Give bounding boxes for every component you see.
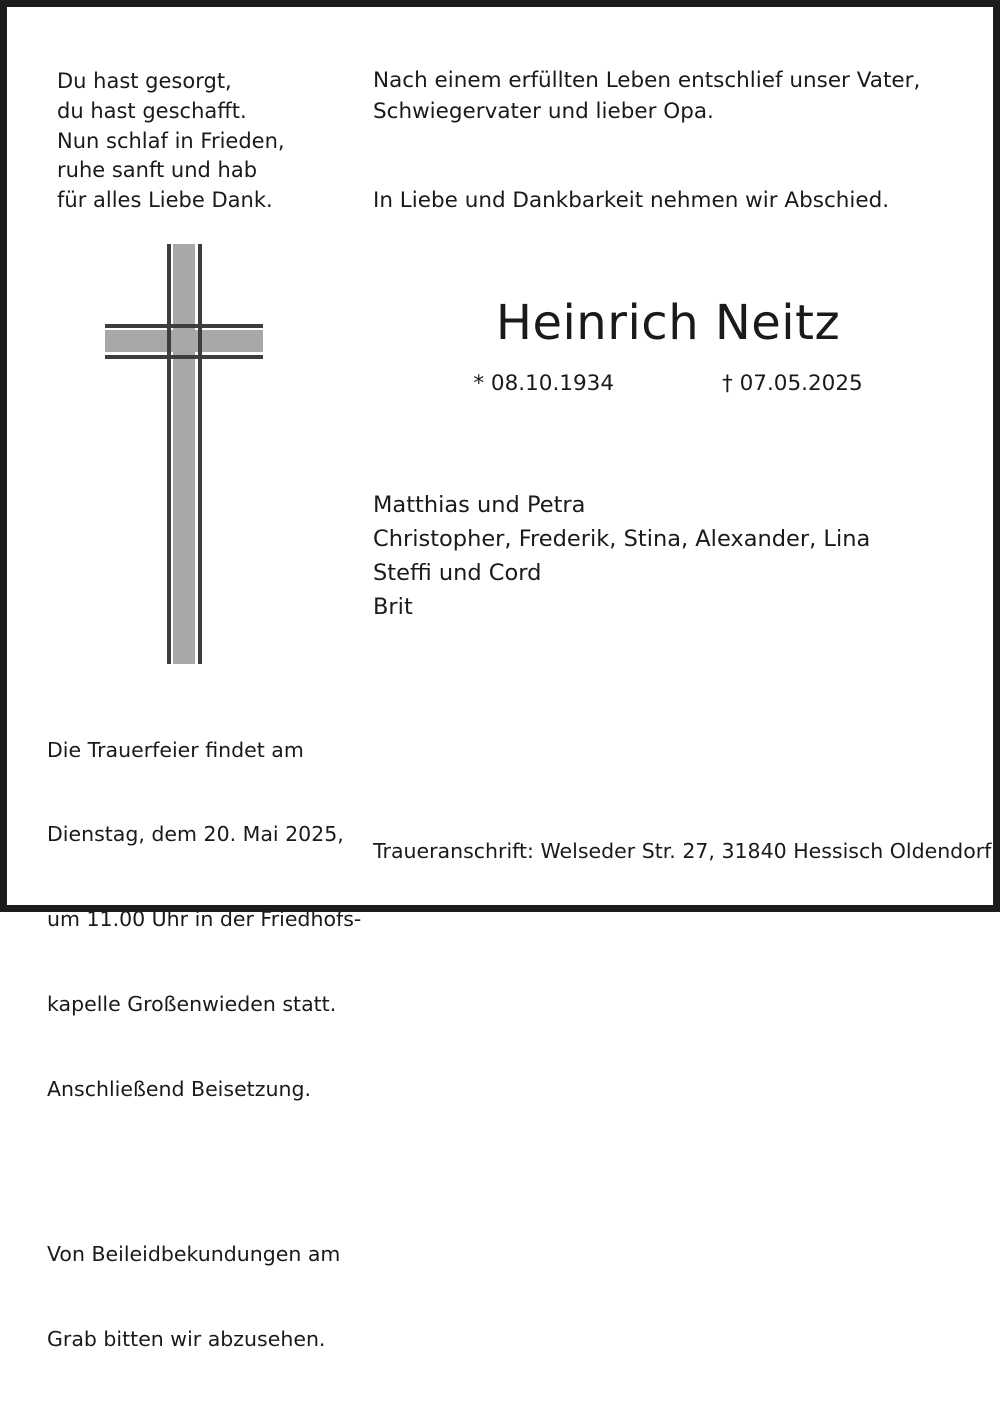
notice-inner <box>7 7 993 1352</box>
condolence-note-line: Von Beileidbekundungen am <box>47 1242 341 1267</box>
survivor-line: Matthias und Petra <box>373 491 586 518</box>
cross-horizontal-line-top <box>105 324 263 328</box>
cross-vertical-bar <box>173 244 195 664</box>
funeral-service-details <box>47 679 367 1160</box>
condolence-note-line: Grab bitten wir abzusehen. <box>47 1327 326 1352</box>
survivor-line: Christopher, Frederik, Stina, Alexander, Lina <box>373 525 871 552</box>
funeral-service-line: um 11.00 Uhr in der Friedhofs- <box>47 907 362 932</box>
verse-line: ruhe sanft und hab <box>57 158 258 183</box>
cross-vertical-line-left <box>167 244 171 664</box>
verse-line: für alles Liebe Dank. <box>57 188 273 213</box>
intro-text <box>373 65 963 127</box>
funeral-information <box>47 679 367 1410</box>
verse-line: du hast geschafft. <box>57 98 247 123</box>
left-column <box>47 67 347 664</box>
mourning-address: Traueranschrift: Welseder Str. 27, 31840 Hessisch Oldendorf <box>373 839 992 863</box>
right-column <box>373 65 963 624</box>
farewell-text: In Liebe und Dankbarkeit nehmen wir Abschied. <box>373 188 890 214</box>
verse-line: Nun schlaf in Frieden, <box>57 128 285 153</box>
cross-graphic-wrap <box>47 244 347 664</box>
funeral-service-line: Anschließend Beisetzung. <box>47 1076 311 1101</box>
death-date: † 07.05.2025 <box>722 370 863 396</box>
intro-line: Nach einem erfüllten Leben entschlief unser Vater, <box>373 68 921 93</box>
intro-line: Schwiegervater und lieber Opa. <box>373 99 714 125</box>
cross-horizontal-bar <box>105 330 263 352</box>
christian-cross-icon <box>105 244 275 664</box>
survivor-line: Steffi und Cord <box>373 559 542 586</box>
survivors-list <box>373 488 963 625</box>
cross-horizontal-line-bottom <box>105 355 263 359</box>
verse-line: Du hast gesorgt, <box>57 69 232 93</box>
deceased-name: Heinrich Neitz <box>495 294 841 351</box>
birth-date: * 08.10.1934 <box>473 370 614 396</box>
life-dates <box>373 371 963 396</box>
cross-vertical-line-right <box>198 244 202 664</box>
funeral-service-line: Dienstag, dem 20. Mai 2025, <box>47 822 344 847</box>
memorial-verse <box>47 67 347 216</box>
condolence-note <box>47 1184 367 1410</box>
survivor-line: Brit <box>373 594 413 621</box>
funeral-service-line: kapelle Großenwieden statt. <box>47 992 337 1017</box>
funeral-service-line: Die Trauerfeier findet am <box>47 737 304 762</box>
